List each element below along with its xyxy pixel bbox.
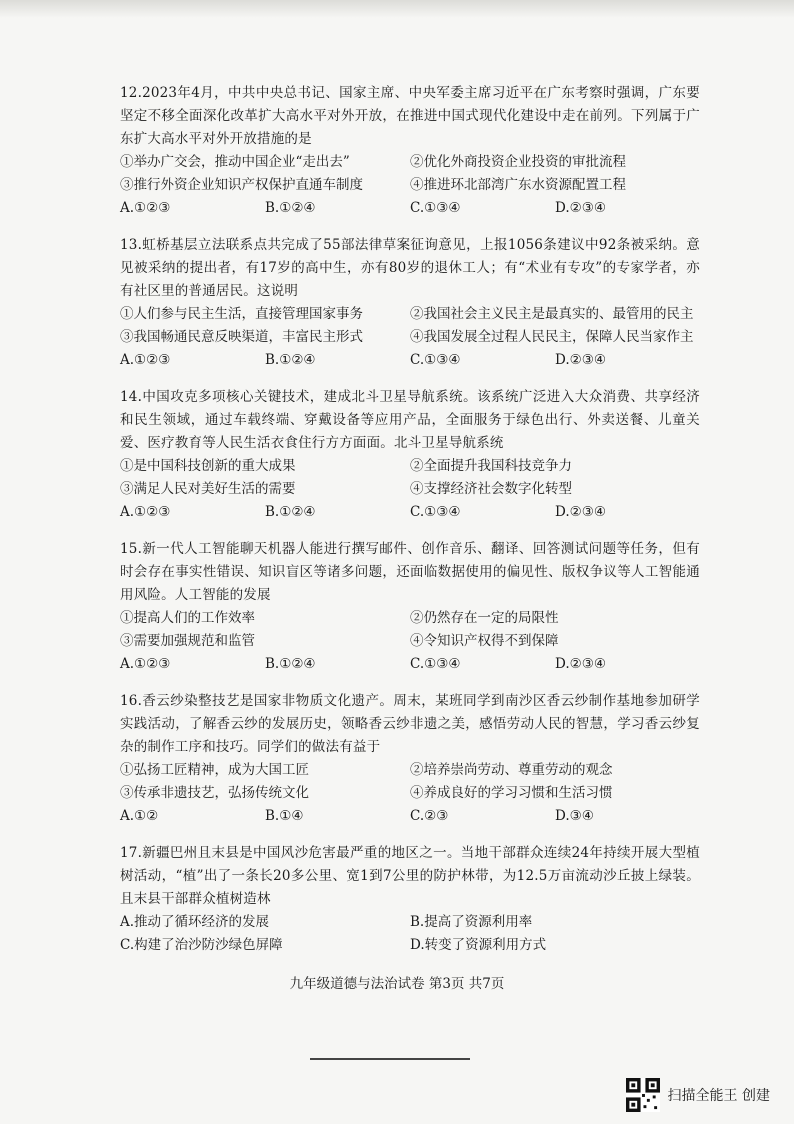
choice-b: B.①②④ xyxy=(265,352,316,368)
option-1: ①是中国科技创新的重大成果 xyxy=(120,458,296,474)
scan-top-edge xyxy=(0,0,794,18)
answer-choices xyxy=(120,349,700,372)
option-3: ③满足人民对美好生活的需要 xyxy=(120,481,296,497)
option-1: ①弘扬工匠精神，成为大国工匠 xyxy=(120,762,309,778)
option-3: ③传承非遗技艺，弘扬传统文化 xyxy=(120,785,309,801)
option-1: ①举办广交会，推动中国企业“走出去” xyxy=(120,154,350,170)
option-3: ③我国畅通民意反映渠道，丰富民主形式 xyxy=(120,329,363,345)
page-footer: 九年级道德与法治试卷 第3页 共7页 xyxy=(289,976,505,992)
question-stem: 15.新一代人工智能聊天机器人能进行撰写邮件、创作音乐、翻译、回答测试问题等任务，但有时会存在事实性错误、知识盲区等诸多问题，还面临数据使用的偏见性、版权争议等人工智能通用风险。人工智能的发展 xyxy=(120,541,700,603)
choice-a: A.①② xyxy=(120,808,159,824)
question-13 xyxy=(120,234,700,372)
option-2: ②优化外商投资企业投资的审批流程 xyxy=(410,154,626,170)
choice-d: D.②③④ xyxy=(555,352,606,368)
option-4: ④推进环北部湾广东水资源配置工程 xyxy=(410,177,626,193)
choice-a: A.①②③ xyxy=(120,656,171,672)
option-4: ④支撑经济社会数字化转型 xyxy=(410,481,572,497)
choice-c: C.①③④ xyxy=(410,200,461,216)
bottom-rule xyxy=(310,1058,470,1060)
question-stem: 17.新疆巴州且末县是中国风沙危害最严重的地区之一。当地干部群众连续24年持续开展大型植树活动，“植”出了一条长20多公里、宽1到7公里的防护林带，为12.5万亩流动沙丘披上绿装。且末县干部群众植树造林 xyxy=(120,845,700,907)
question-17 xyxy=(120,842,700,957)
question-14 xyxy=(120,386,700,524)
option-2: ②培养崇尚劳动、尊重劳动的观念 xyxy=(410,762,613,778)
question-stem: 16.香云纱染整技艺是国家非物质文化遗产。周末，某班同学到南沙区香云纱制作基地参加研学实践活动，了解香云纱的发展历史，领略香云纱非遗之美，感悟劳动人民的智慧，学习香云纱复杂的制作工序和技巧。同学们的做法有益于 xyxy=(120,693,700,755)
question-16 xyxy=(120,690,700,828)
qr-code-icon xyxy=(626,1078,660,1112)
option-3: ③需要加强规范和监管 xyxy=(120,633,255,649)
option-d: D.转变了资源利用方式 xyxy=(410,937,547,953)
choice-a: A.①②③ xyxy=(120,504,171,520)
option-4: ④令知识产权得不到保障 xyxy=(410,633,559,649)
answer-choices xyxy=(120,501,700,524)
scanner-watermark xyxy=(626,1078,770,1112)
question-12 xyxy=(120,82,700,220)
answer-choices xyxy=(120,197,700,220)
question-15 xyxy=(120,538,700,676)
answer-choices xyxy=(120,805,700,828)
question-stem: 12.2023年4月，中共中央总书记、国家主席、中央军委主席习近平在广东考察时强调，广东要坚定不移全面深化改革扩大高水平对外开放，在推进中国式现代化建设中走在前列。下列属于广东扩大高水平对外开放措施的是 xyxy=(120,85,700,147)
option-c: C.构建了治沙防沙绿色屏障 xyxy=(120,937,283,953)
choice-c: C.①③④ xyxy=(410,352,461,368)
choice-d: D.②③④ xyxy=(555,504,606,520)
option-4: ④养成良好的学习习惯和生活习惯 xyxy=(410,785,613,801)
choice-c: C.①③④ xyxy=(410,504,461,520)
choice-c: C.①③④ xyxy=(410,656,461,672)
option-1: ①提高人们的工作效率 xyxy=(120,610,255,626)
question-stem: 14.中国攻克多项核心关键技术，建成北斗卫星导航系统。该系统广泛进入大众消费、共享经济和民生领域，通过车载终端、穿戴设备等应用产品，全面服务于绿色出行、外卖送餐、儿童关爱、医疗教育等人民生活衣食住行方方面面。北斗卫星导航系统 xyxy=(120,389,700,451)
choice-d: D.③④ xyxy=(555,808,594,824)
choice-b: B.①②④ xyxy=(265,504,316,520)
option-a: A.推动了循环经济的发展 xyxy=(120,914,270,930)
choice-a: A.①②③ xyxy=(120,352,171,368)
choice-b: B.①②④ xyxy=(265,200,316,216)
option-2: ②我国社会主义民主是最真实的、最管用的民主 xyxy=(410,306,694,322)
option-2: ②全面提升我国科技竞争力 xyxy=(410,458,572,474)
option-b: B.提高了资源利用率 xyxy=(410,914,533,930)
option-4: ④我国发展全过程人民民主，保障人民当家作主 xyxy=(410,329,694,345)
choice-d: D.②③④ xyxy=(555,656,606,672)
choice-d: D.②③④ xyxy=(555,200,606,216)
option-2: ②仍然存在一定的局限性 xyxy=(410,610,559,626)
answer-choices xyxy=(120,653,700,676)
watermark-text: 扫描全能王 创建 xyxy=(667,1088,770,1104)
option-1: ①人们参与民主生活，直接管理国家事务 xyxy=(120,306,363,322)
choice-b: B.①②④ xyxy=(265,656,316,672)
option-3: ③推行外资企业知识产权保护直通车制度 xyxy=(120,177,363,193)
question-stem: 13.虹桥基层立法联系点共完成了55部法律草案征询意见，上报1056条建议中92条被采纳。意见被采纳的提出者，有17岁的高中生，亦有80岁的退休工人；有“术业有专攻”的专家学者，亦有社区里的普通居民。这说明 xyxy=(120,237,700,299)
exam-page xyxy=(120,82,700,971)
choice-b: B.①④ xyxy=(265,808,304,824)
choice-a: A.①②③ xyxy=(120,200,171,216)
choice-c: C.②③ xyxy=(410,808,449,824)
